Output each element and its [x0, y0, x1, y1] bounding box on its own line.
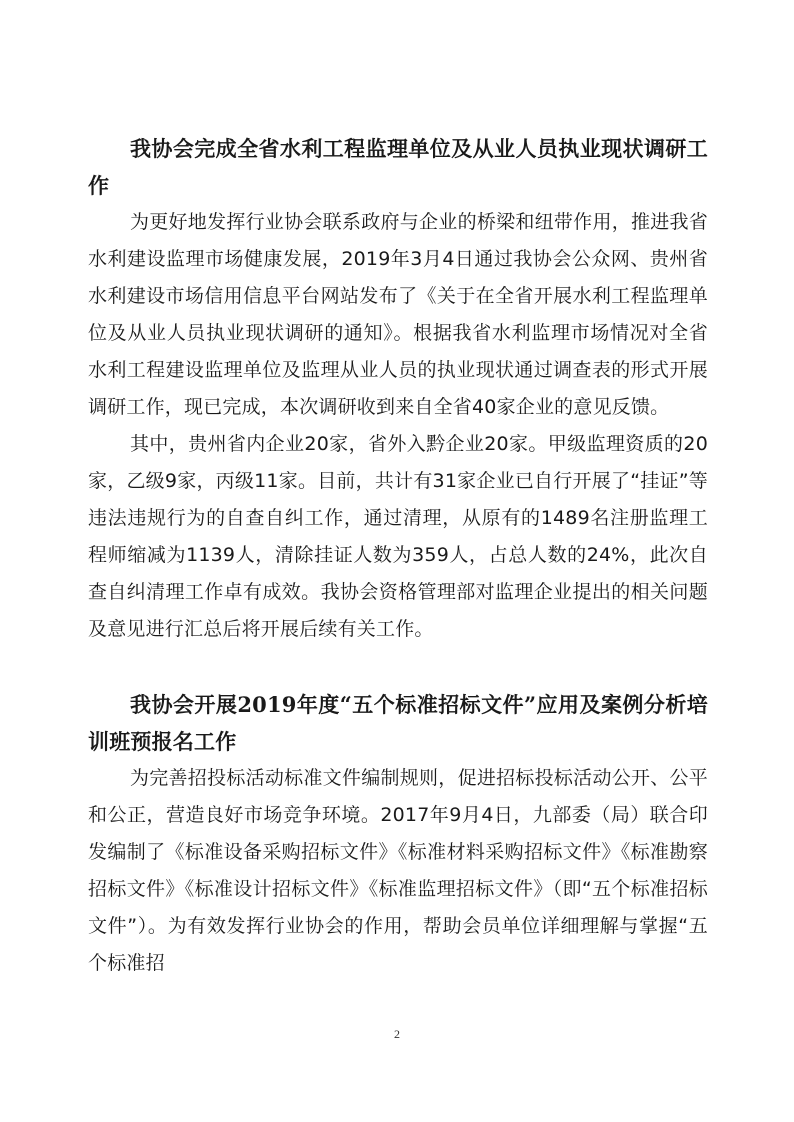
section-title: 我协会开展2019年度“五个标准招标文件”应用及案例分析培训班预报名工作: [88, 692, 708, 754]
page-content: [88, 130, 708, 982]
section-survey: [88, 130, 708, 648]
body-paragraph: 其中，贵州省内企业20家，省外入黔企业20家。甲级监理资质的20家，乙级9家，丙级11家。目前，共计有31家企业已自行开展了“挂证”等违法违规行为的自查自纠工作，通过清理，从原有的1489名注册监理工程师缩减为1139人，清除挂证人数为359人，占总人数的24%，此次自查自纠清理工作卓有成效。我协会资格管理部对监理企业提出的相关问题及意见进行汇总后将开展后续有关工作。: [88, 433, 708, 640]
body-paragraph: 为完善招投标活动标准文件编制规则，促进招标投标活动公开、公平和公正，营造良好市场竞争环境。2017年9月4日，九部委（局）联合印发编制了《标准设备采购招标文件》《标准材料采购招标文件》《标准勘察招标文件》《标准设计招标文件》《标准监理招标文件》（即“五个标准招标文件”）。为有效发挥行业协会的作用，帮助会员单位详细理解与掌握“五个标准招: [88, 767, 708, 974]
section-spacer: [88, 648, 708, 686]
section-title: 我协会完成全省水利工程监理单位及从业人员执业现状调研工作: [88, 136, 708, 198]
section-training: [88, 686, 708, 982]
page-number: 2: [394, 1027, 400, 1041]
body-paragraph: 为更好地发挥行业协会联系政府与企业的桥梁和纽带作用，推进我省水利建设监理市场健康发展，2019年3月4日通过我协会公众网、贵州省水利建设市场信用信息平台网站发布了《关于在全省开展水利工程监理单位及从业人员执业现状调研的通知》。根据我省水利监理市场情况对全省水利工程建设监理单位及监理从业人员的执业现状通过调查表的形式开展调研工作，现已完成，本次调研收到来自全省40家企业的意见反馈。: [88, 211, 708, 418]
